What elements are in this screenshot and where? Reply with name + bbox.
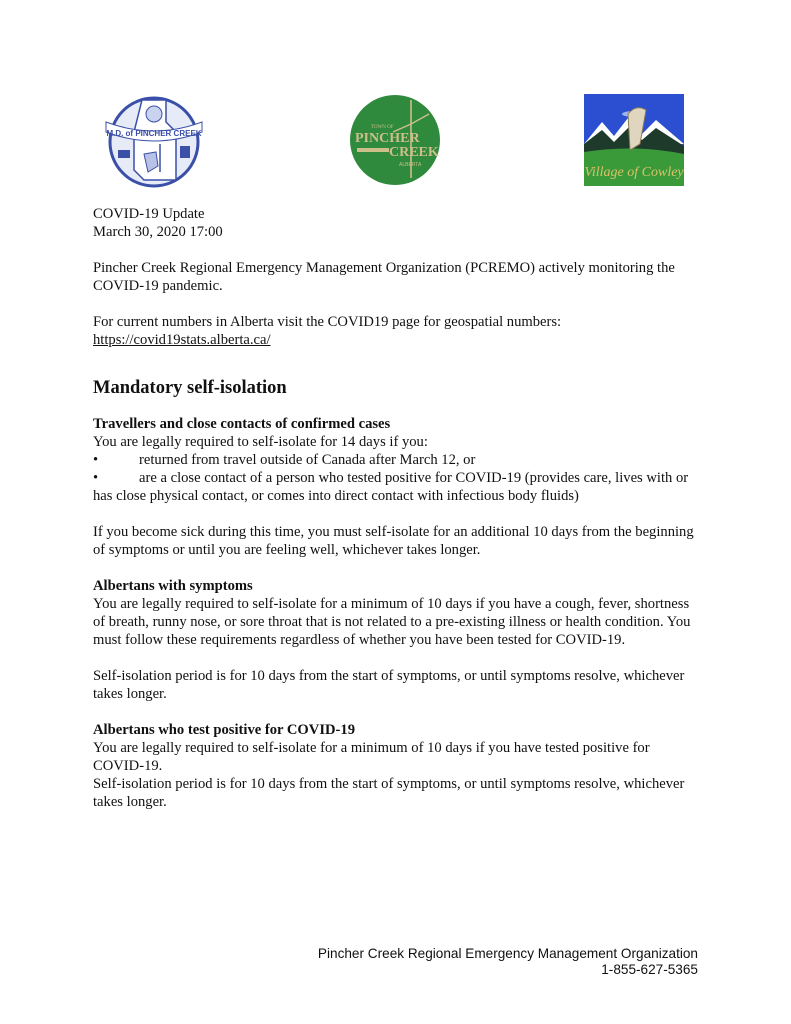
md-logo-text: M.D. of PINCHER CREEK <box>106 129 202 138</box>
positive-body: You are legally required to self-isolate for a minimum of 10 days if you have tested positive for COVID-19. <box>93 740 650 774</box>
travellers-heading: Travellers and close contacts of confirmed cases <box>93 416 391 432</box>
travellers-lead: You are legally required to self-isolate for 14 days if you: <box>93 434 428 450</box>
monitoring-statement: Pincher Creek Regional Emergency Management Organization (PCREMO) actively monitoring the COVID-19 pandemic. <box>93 260 675 294</box>
positive-heading: Albertans who test positive for COVID-19 <box>93 722 355 738</box>
page-footer <box>318 946 698 978</box>
footer-phone: 1-855-627-5365 <box>601 962 698 977</box>
symptoms-body: You are legally required to self-isolate for a minimum of 10 days if you have a cough, fever, shortness of breath, runny nose, or sore throat that is not related to a pre-existing illness or health condition. You must follow these requirements regardless of whether you have been tested for COVID-19. <box>93 596 691 648</box>
bullet-symbol: • <box>93 452 99 468</box>
town-logo-line3: CREEK <box>389 145 439 160</box>
town-logo-line2: PINCHER <box>355 131 420 146</box>
document-body <box>93 205 703 811</box>
section-title: Mandatory self-isolation <box>93 378 287 398</box>
cowley-logo-text: Village of Cowley <box>584 165 684 180</box>
bullet-text: returned from travel outside of Canada after March 12, or <box>139 452 476 468</box>
numbers-text: For current numbers in Alberta visit the COVID19 page for geospatial numbers: <box>93 314 562 330</box>
town-pincher-creek-logo <box>349 94 441 186</box>
logo-row <box>0 92 791 192</box>
town-logo-line4: ALBERTA <box>399 162 422 168</box>
positive-period: Self-isolation period is for 10 days from the start of symptoms, or until symptoms resolve, whichever takes longer. <box>93 776 685 810</box>
bullet-item-2 <box>93 469 703 505</box>
bullet-symbol: • <box>93 470 99 486</box>
sick-note: If you become sick during this time, you must self-isolate for an additional 10 days from the beginning of symptoms or until you are feeling well, whichever takes longer. <box>93 524 694 558</box>
symptoms-heading: Albertans with symptoms <box>93 578 253 594</box>
footer-organization: Pincher Creek Regional Emergency Management Organization <box>317 946 698 961</box>
symptoms-period: Self-isolation period is for 10 days from the start of symptoms, or until symptoms resolve, whichever takes longer. <box>93 668 685 702</box>
town-logo-line1: TOWN OF <box>371 125 394 130</box>
village-cowley-logo <box>584 94 684 186</box>
bullet-text: are a close contact of a person who tested positive for COVID-19 (provides care, lives with or has close physical contact, or comes into direct contact with infectious body fluids) <box>93 470 689 504</box>
update-datetime: March 30, 2020 17:00 <box>93 224 223 240</box>
bullet-item-1 <box>93 451 703 469</box>
md-pincher-creek-logo <box>104 92 204 188</box>
stats-link[interactable]: https://covid19stats.alberta.ca/ <box>93 332 271 348</box>
update-title: COVID-19 Update <box>93 206 205 222</box>
